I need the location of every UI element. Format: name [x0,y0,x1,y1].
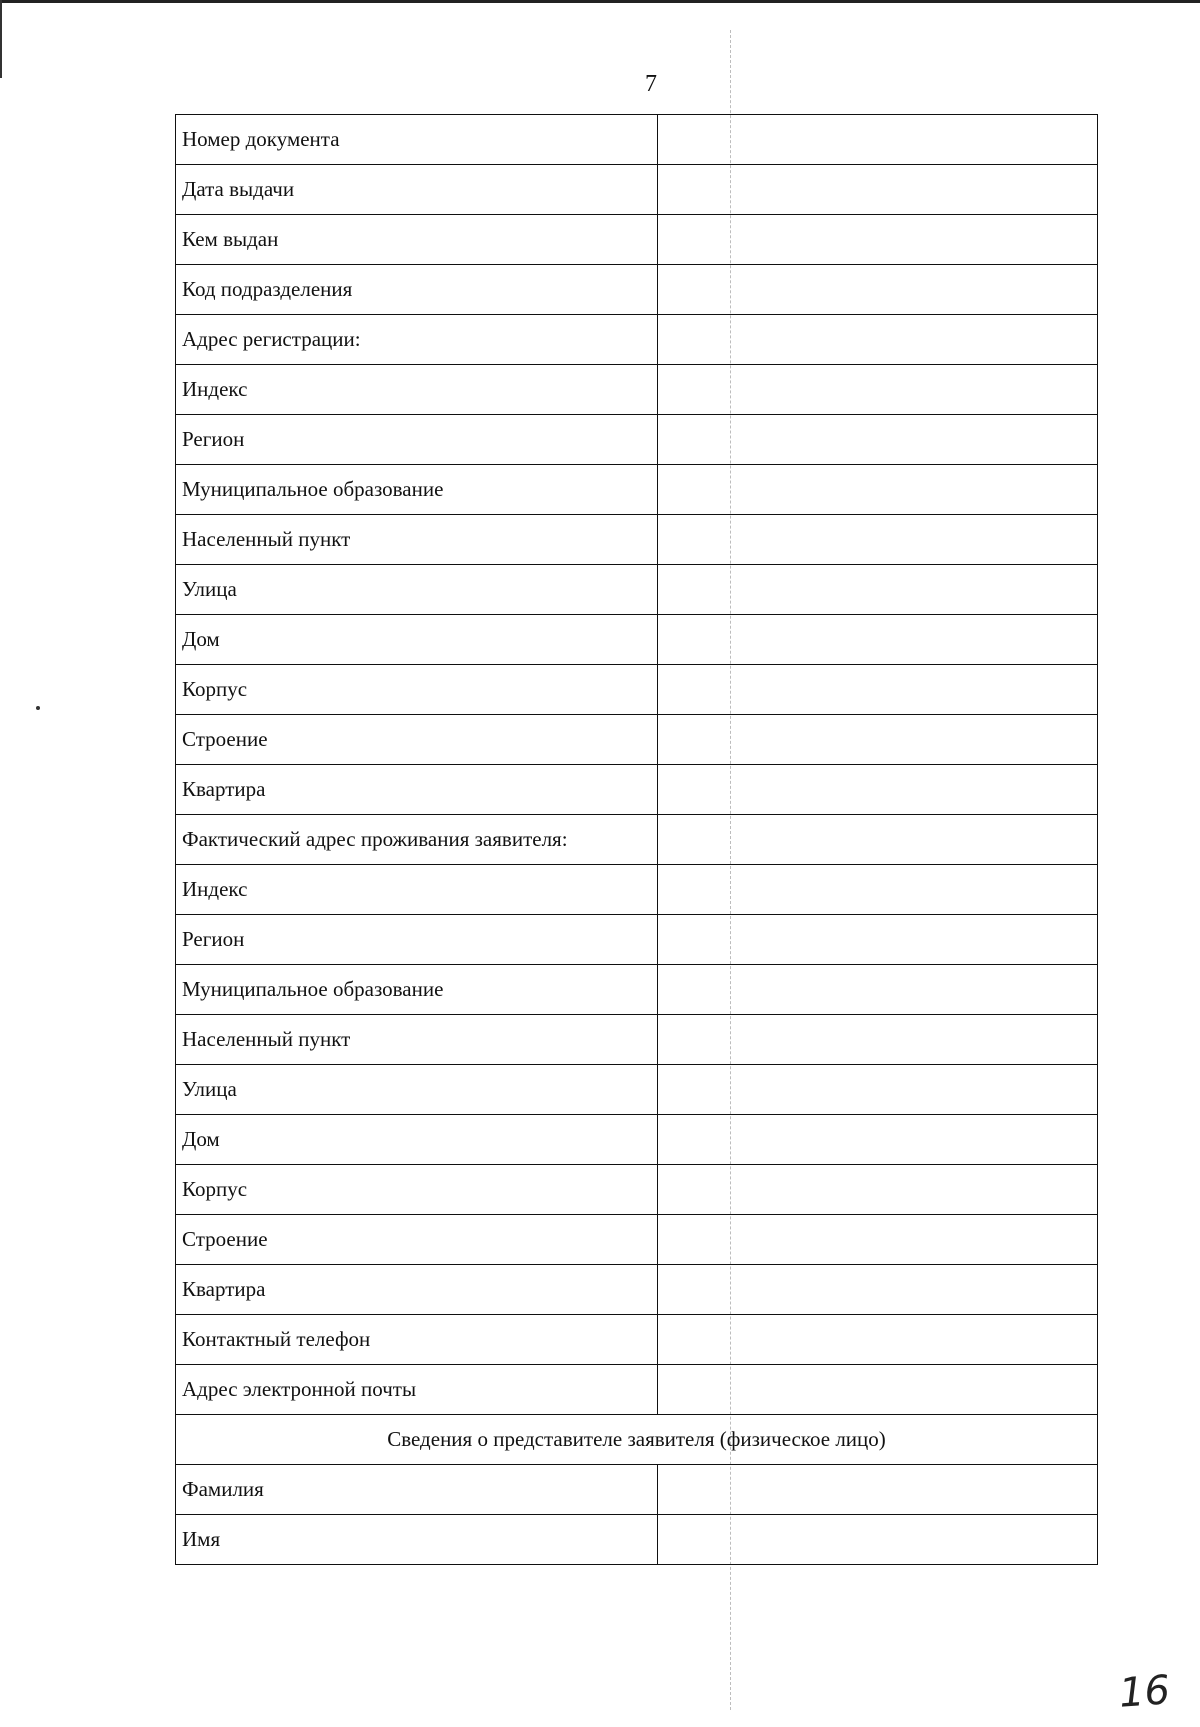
table-row [176,215,1098,265]
field-label: Муниципальное образование [176,965,658,1015]
field-value[interactable] [658,565,1098,615]
table-row [176,665,1098,715]
scan-edge-left [0,0,2,78]
table-row [176,1265,1098,1315]
field-label: Адрес регистрации: [176,315,658,365]
field-value[interactable] [658,965,1098,1015]
field-label: Корпус [176,665,658,715]
field-value[interactable] [658,765,1098,815]
table-row [176,1165,1098,1215]
table-body [176,115,1098,1565]
field-value[interactable] [658,1165,1098,1215]
table-row [176,715,1098,765]
table-row [176,1065,1098,1115]
field-value[interactable] [658,215,1098,265]
table-row [176,565,1098,615]
scan-speck [36,706,40,710]
field-label: Улица [176,565,658,615]
field-label: Кем выдан [176,215,658,265]
table-row [176,1515,1098,1565]
table-row [176,1015,1098,1065]
field-label: Строение [176,715,658,765]
field-label: Улица [176,1065,658,1115]
table-row [176,165,1098,215]
field-label: Номер документа [176,115,658,165]
table-row [176,465,1098,515]
table-row [176,815,1098,865]
field-label: Фамилия [176,1465,658,1515]
field-label: Адрес электронной почты [176,1365,658,1415]
table-row [176,1365,1098,1415]
field-value[interactable] [658,165,1098,215]
page-number: 7 [645,71,657,97]
field-label: Строение [176,1215,658,1265]
field-label: Муниципальное образование [176,465,658,515]
field-label: Индекс [176,365,658,415]
table-row [176,1215,1098,1265]
field-label: Регион [176,415,658,465]
field-value[interactable] [658,515,1098,565]
field-label: Индекс [176,865,658,915]
field-value[interactable] [658,365,1098,415]
field-value[interactable] [658,1015,1098,1065]
field-value[interactable] [658,315,1098,365]
representative-section-title: Сведения о представителе заявителя (физическое лицо) [176,1415,1098,1465]
field-label: Дом [176,615,658,665]
field-label: Имя [176,1515,658,1565]
table-row [176,265,1098,315]
field-value[interactable] [658,1515,1098,1565]
field-label: Дата выдачи [176,165,658,215]
field-value[interactable] [658,915,1098,965]
table-row [176,115,1098,165]
table-row [176,315,1098,365]
field-label: Корпус [176,1165,658,1215]
table-row [176,915,1098,965]
field-value[interactable] [658,1215,1098,1265]
field-label: Населенный пункт [176,515,658,565]
field-value[interactable] [658,865,1098,915]
field-value[interactable] [658,115,1098,165]
field-label: Населенный пункт [176,1015,658,1065]
table-row [176,1115,1098,1165]
field-value[interactable] [658,715,1098,765]
field-value[interactable] [658,265,1098,315]
field-value[interactable] [658,815,1098,865]
handwritten-sheet-number: 16 [1117,1667,1172,1717]
field-label: Дом [176,1115,658,1165]
table-row [176,965,1098,1015]
field-value[interactable] [658,465,1098,515]
field-label: Фактический адрес проживания заявителя: [176,815,658,865]
table-row [176,765,1098,815]
field-value[interactable] [658,665,1098,715]
table-row [176,615,1098,665]
field-value[interactable] [658,1265,1098,1315]
table-row [176,515,1098,565]
table-row [176,365,1098,415]
field-value[interactable] [658,1315,1098,1365]
scan-edge-top [0,0,1200,3]
table-row [176,1465,1098,1515]
field-value[interactable] [658,1065,1098,1115]
section-header-row [176,1415,1098,1465]
field-value[interactable] [658,415,1098,465]
field-value[interactable] [658,1115,1098,1165]
table-row [176,1315,1098,1365]
field-label: Контактный телефон [176,1315,658,1365]
field-value[interactable] [658,615,1098,665]
field-label: Код подразделения [176,265,658,315]
applicant-info-table [175,114,1098,1565]
field-label: Регион [176,915,658,965]
field-value[interactable] [658,1365,1098,1415]
table-row [176,865,1098,915]
field-value[interactable] [658,1465,1098,1515]
field-label: Квартира [176,765,658,815]
table-row [176,415,1098,465]
field-label: Квартира [176,1265,658,1315]
